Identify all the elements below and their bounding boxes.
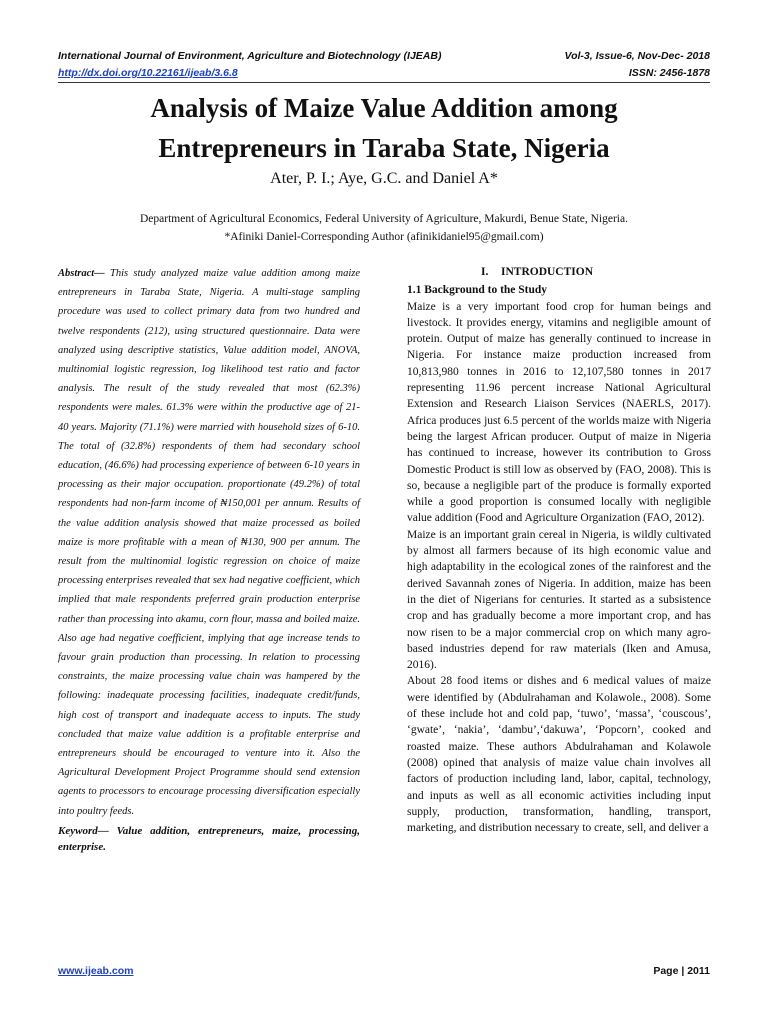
title-line-1: Analysis of Maize Value Addition among [150, 93, 618, 123]
section-title: INTRODUCTION [501, 266, 594, 278]
affiliation-block [58, 210, 710, 246]
keywords [58, 823, 360, 855]
section-number: I. [481, 266, 489, 278]
keywords-text: Value addition, entrepreneurs, maize, processing, enterprise. [58, 824, 361, 853]
affiliation: Department of Agricultural Economics, Federal University of Agriculture, Makurdi, Benue State, Nigeria. [140, 213, 628, 225]
volume-issue: Vol-3, Issue-6, Nov-Dec- 2018 [564, 50, 710, 62]
title-line-2: Entrepreneurs in Taraba State, Nigeria [158, 133, 610, 163]
paper-title [58, 88, 710, 168]
issn: ISSN: 2456-1878 [628, 67, 710, 79]
intro-paragraph-3: About 28 food items or dishes and 6 medical values of maize were identified by (Abdulrahaman and Kolawole., 2008). Some of these include hot and cold pap, ‘tuwo’, ‘massa’, ‘couscous’, ‘gwate’, ‘nakia’, ‘dambu’,‘dakuwa’, ‘Popcorn’, cooked and roasted maize. These authors Abdulrahaman and Kolawole (2008) opined that analysis of maize value chain involves all factors of production including land, labor, capital, technology, and inputs as well as all economic activities including input supply, production, transformation, handling, transport, marketing, and distribution necessary to create, sell, and deliver a [407, 675, 711, 835]
abstract-text: This study analyzed maize value addition among maize entrepreneurs in Taraba State, Nigeria. A multi-stage sampling procedure was used to collect primary data from two hundred and twelve respondents (212), using structured questionnaire. Data were analyzed using descriptive statistics, Value addition model, ANOVA, multinomial logistic regression, log likelihood test ratio and factor analysis. The result of the study revealed that most (62.3%) respondents were males. 61.3% were within the productive age of 21-40 years. Majority (71.1%) were married with household sizes of 6-10. The total of (32.8%) respondents of them had secondary school education, (46.6%) had processing experience of between 6-10 years in processing as their major occupation. proportionate (49.2%) of total respondents had non-farm income of ₦150,001 per annum. Results of the value addition analysis showed that maize processed as boiled maize is more profitable with a mean of ₦130, 900 per annum. The result from the multinomial logistic regression on choice of maize processing enterprises revealed that sex had negative coefficient, which implied that male respondents preferred grain production enterprise rather than processing into akamu, corn flour, massa and boiled maize. Also age had negative coefficient, implying that age increase tends to favour grain production than processing. In relation to processing constraints, the maize processing value chain was hampered by the following: inadequate processing facilities, inadequate credit/funds, high cost of transport and inadequate access to inputs. The study concluded that maize value addition is a profitable enterprise and entrepreneurs should be encouraged to venture into it. Also the Agricultural Development Project Programme should send extension agents to processors to encourage processing diversification especially into poultry feeds. [58, 268, 361, 817]
doi-link[interactable]: http://dx.doi.org/10.22161/ijeab/3.6.8 [58, 67, 238, 79]
intro-paragraph-1: Maize is a very important food crop for human beings and livestock. It provides energy, vitamins and negligible amount of protein. Output of maize has generally continued to increase in Nigeria. For instance maize production increased from 10,813,980 tonnes in 2016 to 12,107,580 tonnes in 2017 representing 11.96 percent increase National Agricultural Extension and Research Liaison Services (NAERLS, 2017). Africa produces just 6.5 percent of the worlds maize with Nigeria being the largest African producer. Output of maize in Nigeria has continued to increase, however its contribution to Gross Domestic Product is still low as observed by (FAO, 2008). This is so, because a negligible part of the produce is formally exported while a good proportion is consumed locally with negligible value addition (Food and Agriculture Organization (FAO, 2012). [407, 300, 711, 525]
page-number: Page | 2011 [653, 965, 710, 977]
corresponding-author: *Afiniki Daniel-Corresponding Author (afinikidaniel95@gmail.com) [224, 231, 544, 243]
journal-name: International Journal of Environment, Agriculture and Biotechnology (IJEAB) [58, 50, 442, 62]
abstract [58, 264, 360, 821]
abstract-heading: Abstract— [58, 268, 105, 279]
introduction-column [407, 264, 711, 836]
authors: Ater, P. I.; Aye, G.C. and Daniel A* [270, 170, 498, 187]
website-link[interactable]: www.ijeab.com [58, 965, 134, 977]
abstract-column [58, 264, 360, 855]
keywords-heading: Keyword— [58, 824, 109, 837]
intro-paragraph-2: Maize is an important grain cereal in Nigeria, is wildly cultivated by almost all farmers because of its high economic value and high adaptability in the ecological zones of the rainforest and the derived Savannah zones of Nigeria. In addition, maize has been in the diet of Nigerians for centuries. It started as a subsistence crop and has gradually become a more important crop, and has now risen to be a major commercial crop on which many agro-based industries depend for raw materials (Iken and Amusa, 2016). [407, 528, 711, 672]
subsection-heading: 1.1 Background to the Study [407, 284, 548, 297]
header-rule [58, 82, 710, 83]
section-heading [407, 264, 711, 280]
